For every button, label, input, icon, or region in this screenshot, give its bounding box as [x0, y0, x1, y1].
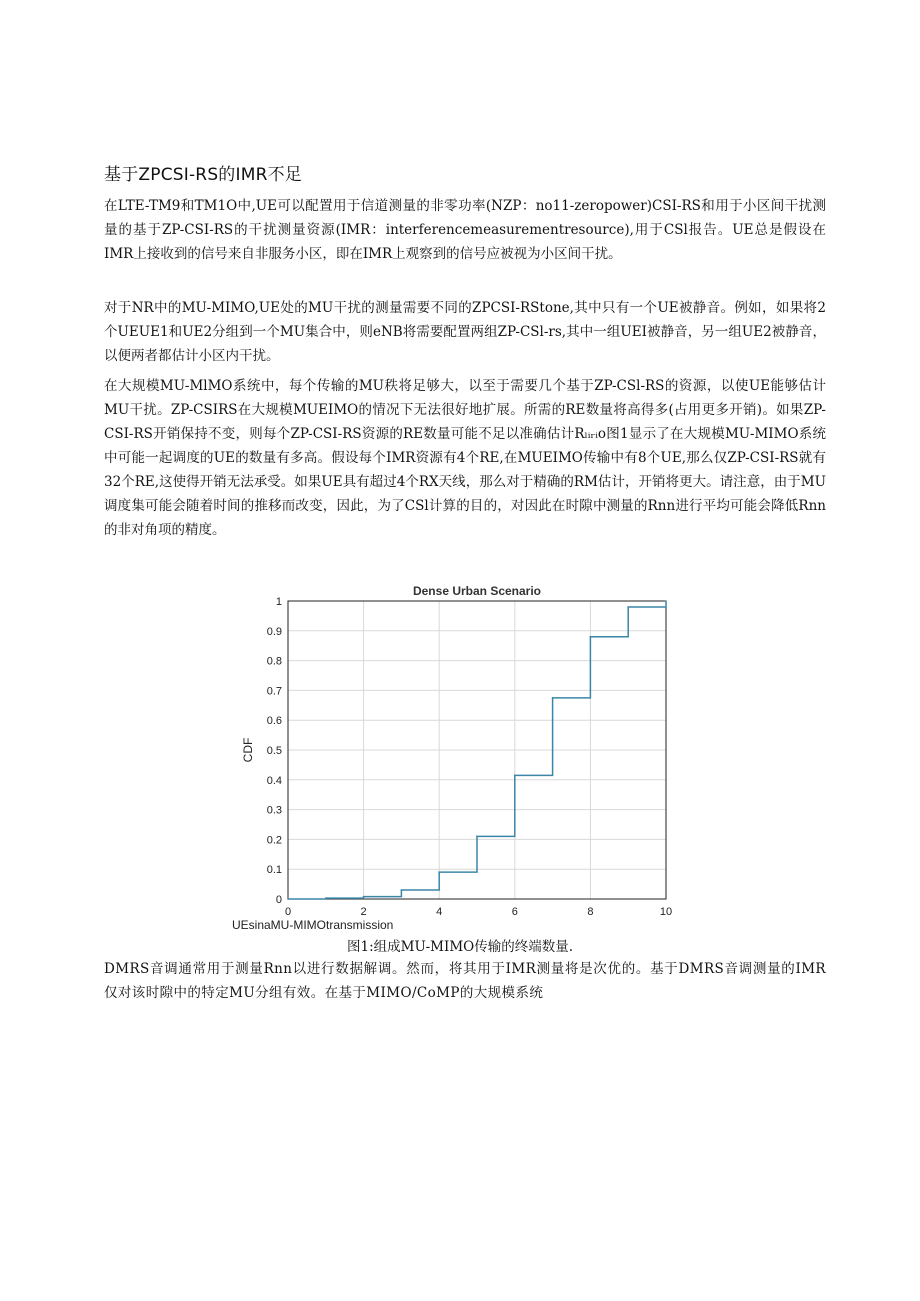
x-tick-label: 2 [360, 906, 367, 918]
y-tick-label: 1 [275, 596, 282, 608]
x-tick-label: 0 [284, 906, 292, 918]
cdf-point [590, 636, 592, 638]
y-tick-label: 0.1 [266, 864, 282, 877]
figure-caption: 图1:组成MU-MIMO传输的终端数量. [347, 939, 573, 955]
x-tick-label: 10 [659, 906, 673, 918]
x-axis-label: UEsinaMU-MIMOtransmission [232, 918, 394, 932]
cdf-point [552, 697, 554, 699]
x-tick-label: 6 [511, 906, 518, 918]
cdf-point [514, 775, 516, 777]
cdf-point [325, 897, 327, 899]
paragraph-nr-mu-mimo: 对于NR中的MU-MIMO,UE处的MU干扰的测量需要不同的ZPCSI-RStone,其中只有一个UE被静音。例如，如果将2个UEUE1和UE2分组到一个MU集合中，则eNB将需要配置两组ZP-CSl-rs,其中一组UEI被静音，另一组UE2被静音，以便两者都估计小区内干扰。 [104, 300, 826, 364]
paragraph-lte-tm9: 在LTE-TM9和TM1O中,UE可以配置用于信道测量的非零功率(NZP：no11-zeropower)CSI-RS和用于小区间干扰测量的基于ZP-CSI-RS的干扰测量资源(IMR：interferencemeasurementresource),用于CSl报告。UE总是假设在IMR上接收到的信号来自非服务小区，即在IMR上观察到的信号应被视为小区间干扰。 [104, 198, 826, 262]
y-tick-label: 0.4 [266, 774, 282, 787]
cdf-point [627, 606, 629, 608]
section-heading: 基于ZPCSI-RS的IMR不足 [104, 165, 303, 185]
y-axis-label: CDF [241, 737, 255, 763]
y-tick-label: 0.7 [266, 685, 282, 698]
cdf-point [363, 896, 365, 898]
cdf-figure [232, 575, 692, 935]
cdf-point [438, 871, 440, 873]
y-tick-label: 0.5 [266, 745, 282, 757]
x-tick-label: 8 [587, 906, 594, 918]
cdf-chart [232, 575, 692, 935]
cdf-point [665, 600, 667, 602]
y-tick-label: 0 [275, 894, 282, 906]
cdf-point [401, 889, 403, 891]
x-tick-label: 4 [436, 906, 443, 918]
paragraph-dmrs: DMRS音调通常用于测量Rnn以进行数据解调。然而，将其用于IMR测量将是次优的。基于DMRS音调测量的IMR仅对该时隙中的特定MU分组有效。在基于MIMO/CoMP的大规模系统 [104, 961, 826, 1001]
y-tick-label: 0.2 [266, 834, 282, 847]
y-tick-label: 0.9 [266, 625, 282, 638]
chart-title: Dense Urban Scenario [412, 584, 542, 598]
y-tick-label: 0.8 [266, 655, 282, 668]
paragraph-massive-mu-mimo: 在大规模MU-MlMO系统中，每个传输的MU秩将足够大，以至于需要几个基于ZP-CSl-RS的资源，以使UE能够估计MU干扰。ZP-CSIRS在大规模MUEIMO的情况下无法很好地扩展。所需的RE数量将高得多(占用更多开销)。如果ZP-CSI-RS开销保持不变，则每个ZP-CSI-RS资源的RE数量可能不足以准确估计Rₗᵢᵣᵢo图1显示了在大规模MU-MIMO系统中可能一起调度的UE的数量有多高。假设每个IMR资源有4个RE,在MUEIMO传输中有8个UE,那么仅ZP-CSI-RS就有32个RE,这使得开销无法承受。如果UE具有超过4个RX天线，那么对于精确的RM估计，开销将更大。请注意，由于MU调度集可能会随着时间的推移而改变，因此，为了CSl计算的目的，对因此在时隙中测量的Rnn进行平均可能会降低Rnn的非对角项的精度。 [104, 378, 826, 538]
cdf-point [476, 836, 478, 838]
y-tick-label: 0.6 [266, 715, 282, 728]
cdf-point [287, 898, 289, 900]
y-tick-label: 0.3 [266, 804, 282, 817]
